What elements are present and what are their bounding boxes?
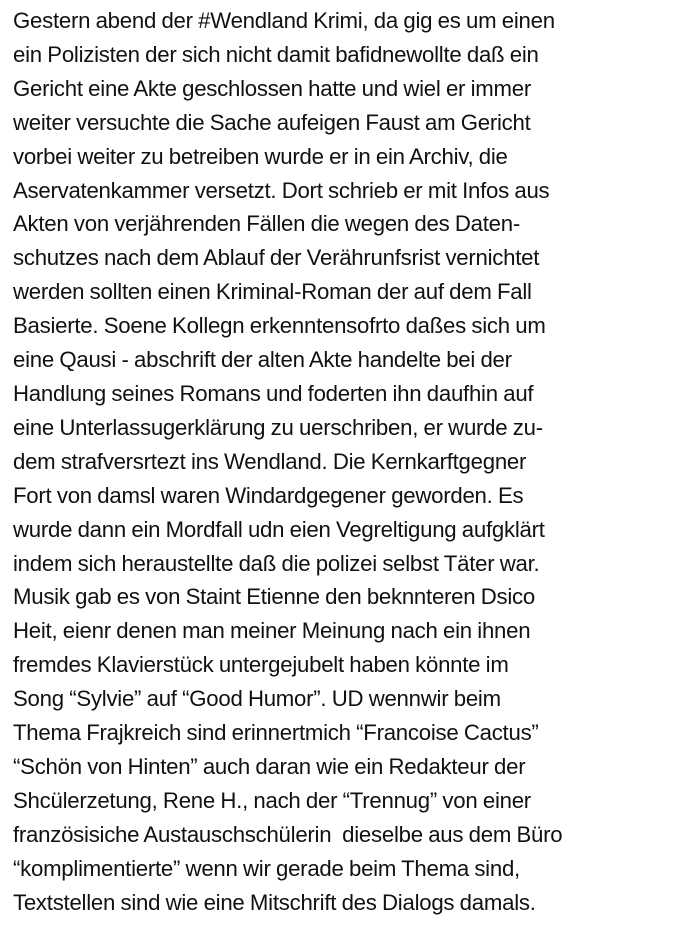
text-line-7: Akten von verjährenden Fällen die wegen des Daten- xyxy=(13,211,520,237)
text-line-13: eine Unterlassugerklärung zu uerschriben, er wurde zu- xyxy=(13,414,543,440)
text-line-14: dem strafversrtezt ins Wendland. Die Kernkarftgegner xyxy=(13,448,527,474)
text-line-5: vorbei weiter zu betreiben wurde er in ein Archiv, die xyxy=(13,143,508,169)
text-line-26: “komplimentierte” wenn wir gerade beim Thema sind, xyxy=(13,855,520,881)
text-line-19: Heit, eienr denen man meiner Meinung nach ein ihnen xyxy=(13,618,531,644)
text-line-15: Fort von damsl waren Windardgegener geworden. Es xyxy=(13,482,524,508)
text-line-12: Handlung seines Romans und foderten ihn daufhin auf xyxy=(13,380,534,406)
text-line-6: Aservatenkammer versetzt. Dort schrieb er mit Infos aus xyxy=(13,177,550,203)
text-line-4: weiter versuchte die Sache aufeigen Faust am Gericht xyxy=(13,109,531,135)
text-line-8: schutzes nach dem Ablauf der Verährunfsrist vernichtet xyxy=(13,245,540,271)
body-text xyxy=(13,4,677,919)
text-line-9: werden sollten einen Kriminal-Roman der auf dem Fall xyxy=(13,279,532,305)
text-line-16: wurde dann ein Mordfall udn eien Vegreltigung aufgklärt xyxy=(13,516,545,542)
text-line-18: Musik gab es von Staint Etienne den beknnteren Dsico xyxy=(13,584,535,610)
text-line-2: ein Polizisten der sich nicht damit bafidnewollte daß ein xyxy=(13,41,539,67)
text-line-23: “Schön von Hinten” auch daran wie ein Redakteur der xyxy=(13,753,526,779)
text-line-20: fremdes Klavierstück untergejubelt haben könnte im xyxy=(13,652,509,678)
text-line-21: Song “Sylvie” auf “Good Humor”. UD wennwir beim xyxy=(13,686,501,712)
text-line-17: indem sich heraustellte daß die polizei selbst Täter war. xyxy=(13,550,540,576)
text-line-10: Basierte. Soene Kollegn erkenntensofrto daßes sich um xyxy=(13,313,546,339)
text-line-3: Gericht eine Akte geschlossen hatte und wiel er immer xyxy=(13,75,531,101)
text-line-24: Shcülerzetung, Rene H., nach der “Trennug” von einer xyxy=(13,787,531,813)
text-line-27: Textstellen sind wie eine Mitschrift des Dialogs damals. xyxy=(13,889,536,915)
text-line-22: Thema Frajkreich sind erinnertmich “Francoise Cactus” xyxy=(13,720,539,746)
text-line-11: eine Qausi - abschrift der alten Akte handelte bei der xyxy=(13,347,512,373)
text-line-1: Gestern abend der #Wendland Krimi, da gig es um einen xyxy=(13,8,555,33)
text-line-25: französisiche Austauschschülerin dieselbe aus dem Büro xyxy=(13,821,563,847)
